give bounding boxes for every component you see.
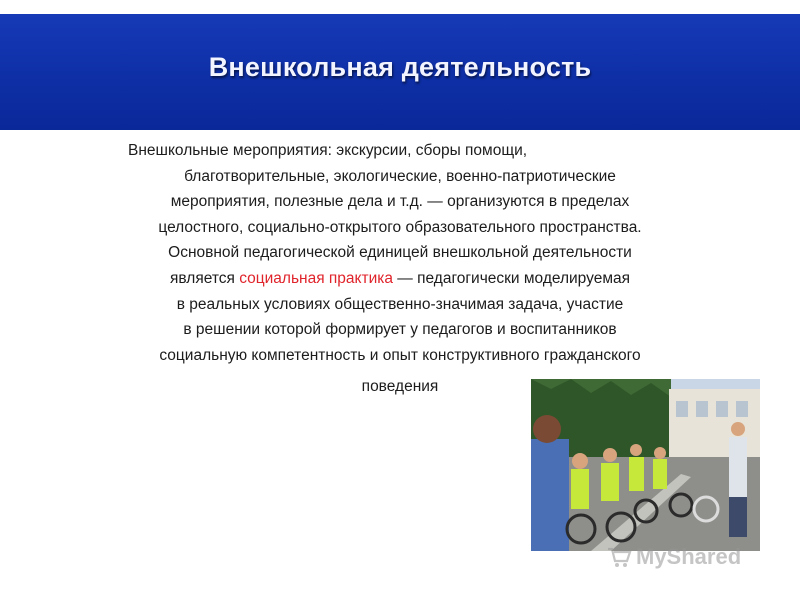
photo-child-head (654, 447, 666, 459)
photo-adult-head (533, 415, 561, 443)
body-line: социальную компетентность и опыт конструктивного гражданского (159, 346, 641, 364)
body-line: Внешкольные мероприятия: экскурсии, сборы помощи, (128, 142, 528, 159)
body-line: в решении которой формирует у педагогов и воспитанников (183, 321, 617, 339)
body-line: благотворительные, экологические, военно-патриотические (184, 167, 616, 185)
body-line: поведения (361, 378, 439, 396)
cart-icon (606, 544, 632, 570)
photo-window (716, 401, 728, 417)
photo-adult (531, 439, 569, 551)
photo-child (653, 459, 667, 489)
watermark (606, 541, 741, 573)
body-line: целостного, социально-открытого образовательного пространства. (158, 218, 642, 236)
body-text-segment: — педагогически моделируемая (393, 269, 630, 287)
photo-child-head (630, 444, 642, 456)
slide-title: Внешкольная деятельность (208, 52, 592, 82)
photo-officer-legs (729, 497, 747, 537)
body-line: в реальных условиях общественно-значимая задача, участие (176, 295, 624, 313)
photo-window (676, 401, 688, 417)
body-paragraph (60, 138, 740, 400)
highlighted-term: социальная практика (239, 269, 393, 287)
body-line: Основной педагогической единицей внешкольной деятельности (168, 244, 632, 262)
photo-child (601, 463, 619, 501)
photo-child (629, 457, 644, 491)
body-text-segment: является (170, 269, 240, 287)
photo-window (736, 401, 748, 417)
photo-window (696, 401, 708, 417)
body-line: мероприятия, полезные дела и т.д. — организуются в пределах (170, 193, 630, 211)
watermark-text: MyShared (636, 544, 742, 569)
photo-children-bicycles (531, 379, 760, 551)
photo-officer-head (731, 422, 745, 436)
photo-child-head (572, 453, 588, 469)
photo-child (571, 469, 589, 509)
photo-illustration (531, 379, 760, 551)
photo-officer (729, 437, 747, 497)
body-line-with-highlight (60, 266, 740, 292)
photo-child-head (603, 448, 617, 462)
